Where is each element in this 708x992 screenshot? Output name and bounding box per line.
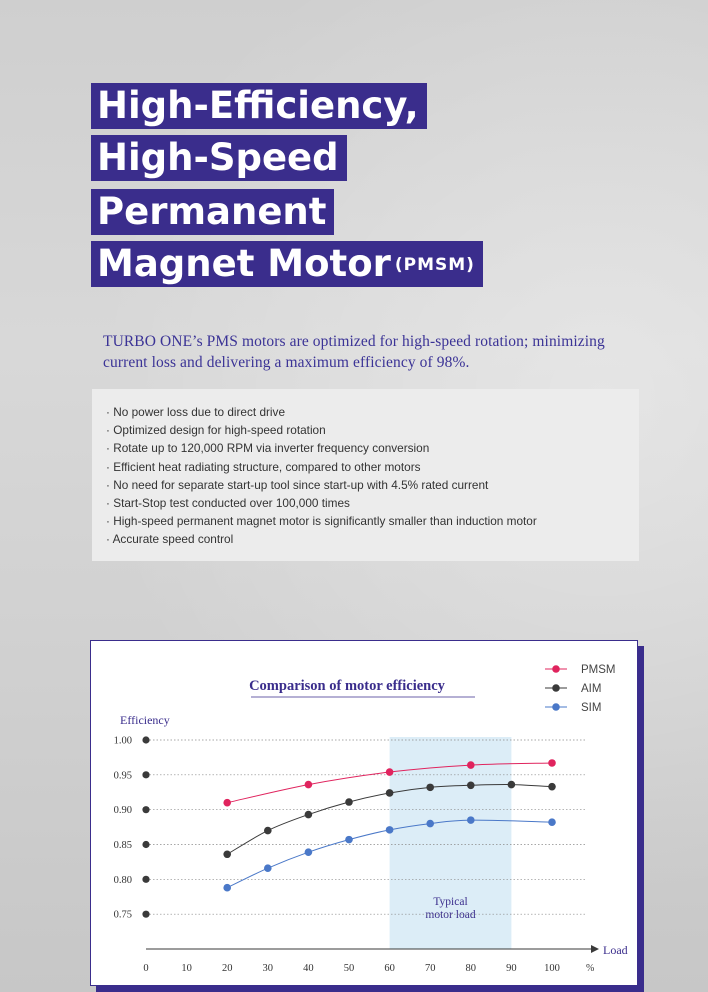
y-tick-label: 0.90 — [113, 805, 132, 817]
efficiency-chart-card — [90, 640, 638, 986]
pmsm-data-point — [223, 799, 231, 807]
sim-data-point — [467, 816, 475, 824]
feature-item: · High-speed permanent magnet motor is significantly smaller than induction motor — [106, 512, 639, 530]
title-line-1 — [91, 83, 427, 129]
y-tick-label: 0.85 — [113, 840, 132, 851]
x-tick-label: 60 — [384, 963, 395, 974]
title-line-3 — [91, 189, 334, 235]
sim-data-point — [345, 836, 353, 844]
intro-text: TURBO ONE’s PMS motors are optimized for high-speed rotation; minimizing current loss and delivering a maximum efficiency of 98%. — [103, 333, 605, 371]
aim-data-point — [548, 783, 556, 791]
title-line-1-text: High-Efficiency, — [97, 84, 419, 127]
pmsm-data-point — [305, 781, 313, 789]
x-axis-arrow-icon — [591, 945, 599, 953]
band-label-line: motor load — [425, 909, 476, 921]
x-tick-label: 90 — [506, 963, 517, 974]
y-tick-label: 0.95 — [113, 770, 132, 782]
x-tick-label: 100 — [544, 963, 560, 974]
aim-data-point — [264, 827, 272, 835]
pmsm-data-point — [548, 759, 556, 767]
feature-item: · Start-Stop test conducted over 100,000 times — [106, 494, 639, 512]
sim-data-point — [264, 864, 272, 872]
aim-data-point — [508, 781, 516, 789]
sim-data-point — [386, 826, 394, 834]
x-tick-label: 10 — [181, 963, 192, 974]
title-line-2 — [91, 135, 347, 181]
y-axis-label: Efficiency — [120, 713, 170, 727]
aim-data-point — [345, 798, 353, 806]
x-tick-label: 20 — [221, 963, 233, 974]
y-tick-label: 0.75 — [113, 909, 132, 921]
feature-item: · Efficient heat radiating structure, compared to other motors — [106, 458, 639, 476]
sim-data-point — [305, 848, 313, 856]
x-tick-label: 80 — [465, 963, 477, 974]
sim-data-point — [223, 884, 231, 892]
y-tick-label: 1.00 — [113, 735, 132, 747]
title-line-3-text: Permanent — [97, 190, 327, 233]
legend-marker — [552, 665, 560, 673]
sim-data-point — [548, 818, 556, 826]
aim-data-point — [386, 789, 394, 797]
x-tick-label: 50 — [343, 963, 355, 974]
chart-title: Comparison of motor efficiency — [249, 678, 445, 694]
aim-data-point — [426, 784, 434, 792]
legend-label: AIM — [581, 683, 602, 695]
title-line-4-text: Magnet Motor — [97, 242, 391, 285]
y-axis-dot — [142, 911, 149, 918]
feature-item: · Accurate speed control — [106, 530, 639, 548]
x-tick-label: 0 — [143, 963, 149, 974]
feature-list — [92, 389, 639, 561]
aim-data-point — [305, 811, 313, 819]
y-axis-dot — [142, 806, 149, 813]
sim-data-point — [426, 820, 434, 828]
title-line-4 — [91, 241, 483, 287]
feature-item: · Rotate up to 120,000 RPM via inverter frequency conversion — [106, 439, 639, 457]
y-axis-dot — [142, 736, 149, 743]
aim-data-point — [223, 850, 231, 858]
pmsm-data-point — [386, 768, 394, 776]
x-axis-label: Load — [603, 943, 628, 957]
pmsm-data-point — [467, 761, 475, 769]
y-axis-dot — [142, 876, 149, 883]
band-label-line: Typical — [433, 896, 468, 908]
x-tick-label: 40 — [303, 963, 314, 974]
y-axis-dot — [142, 771, 149, 778]
aim-data-point — [467, 781, 475, 789]
legend-marker — [552, 703, 560, 711]
feature-item: · Optimized design for high-speed rotation — [106, 421, 639, 439]
legend-label: PMSM — [581, 664, 616, 676]
title-line-2-text: High-Speed — [97, 136, 339, 179]
y-tick-label: 0.80 — [113, 874, 132, 886]
legend-label: SIM — [581, 702, 602, 714]
legend-marker — [552, 684, 560, 692]
x-tick-label: 30 — [262, 963, 274, 974]
x-tick-label: 70 — [424, 963, 436, 974]
title-suffix: (PMSM) — [394, 255, 475, 275]
x-axis-unit: % — [586, 963, 595, 974]
efficiency-chart — [91, 641, 637, 985]
y-axis-dot — [142, 841, 149, 848]
feature-item: · No power loss due to direct drive — [106, 403, 639, 421]
feature-item: · No need for separate start-up tool since start-up with 4.5% rated current — [106, 476, 639, 494]
